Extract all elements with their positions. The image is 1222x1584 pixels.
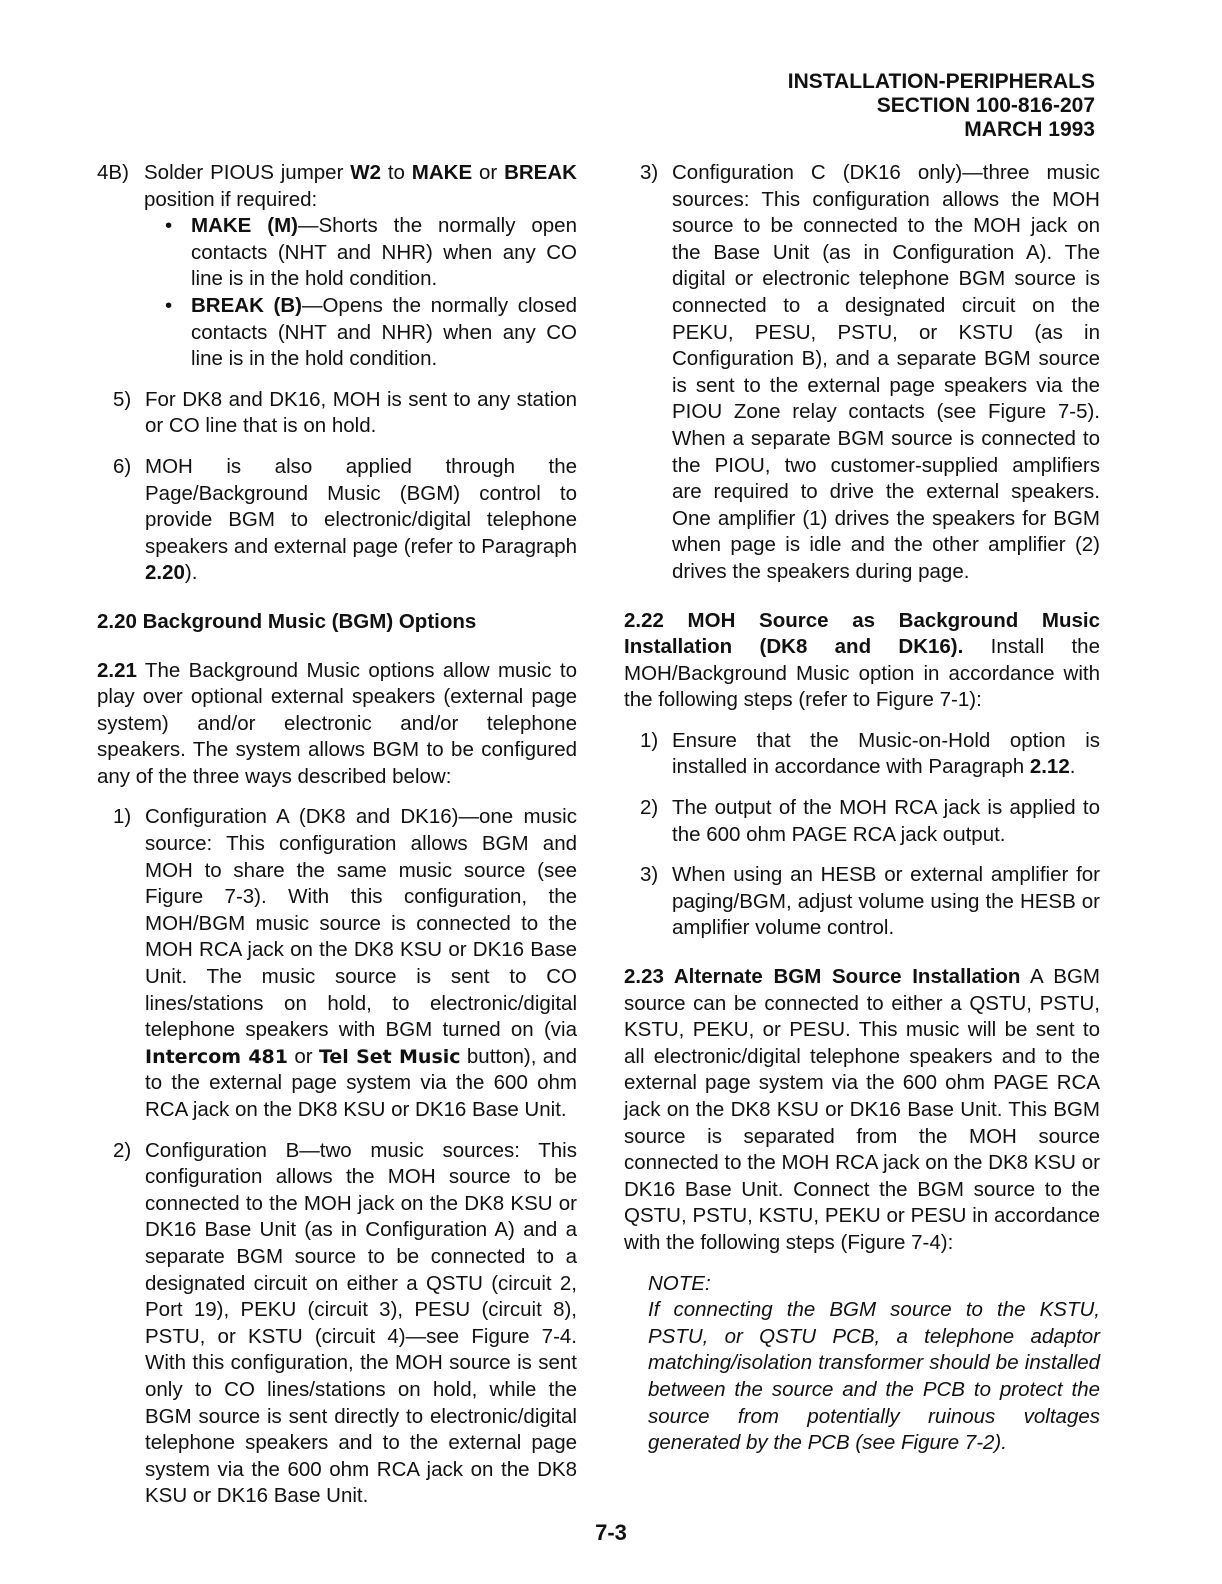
list-item-6: 6) MOH is also applied through the Page/Background Music (BGM) control to provide BGM to electronic/digital telephone speakers and external page (refer to Paragraph 2.20). — [113, 454, 577, 585]
paragraph-2-21: 2.21 The Background Music options allow music to play over optional external speakers (external page system) and/or electronic and/or telephone speakers. The system allows BGM to be configured any of the three ways described below: — [97, 658, 577, 788]
left-column — [97, 160, 577, 1510]
header-date: MARCH 1993 — [964, 118, 1095, 141]
bullet-break: • BREAK (B)—Opens the normally closed contacts (NHT and NHR) when any CO line is in the hold condition. — [97, 293, 577, 373]
header-title: INSTALLATION-PERIPHERALS — [787, 70, 1095, 93]
list-item-4b — [97, 160, 577, 213]
list-item-5: 5) For DK8 and DK16, MOH is sent to any station or CO line that is on hold. — [113, 387, 577, 438]
page-header — [788, 70, 1095, 142]
step-2: 2) The output of the MOH RCA jack is applied to the 600 ohm PAGE RCA jack output. — [640, 796, 1100, 846]
bullet-make: • MAKE (M)—Shorts the normally open contacts (NHT and NHR) when any CO line is in the hold condition. — [97, 213, 577, 293]
header-section: SECTION 100-816-207 — [876, 94, 1095, 117]
right-column — [624, 160, 1100, 1457]
config-b-item: 2) Configuration B—two music sources: This configuration allows the MOH source to be connected to the MOH jack on the DK8 KSU or DK16 Base Unit (as in Configuration A) and a separate BGM source to be connected to a designated circuit on either a QSTU (circuit 2, Port 19), PEKU (circuit 3), PESU (circuit 8), PSTU, or KSTU (circuit 4)—see Figure 7-4. With this configuration, the MOH source is sent only to CO lines/stations on hold, while the BGM source is sent directly to electronic/digital telephone speakers and to the external page system via the 600 ohm RCA jack on the DK8 KSU or DK16 Base Unit. — [113, 1138, 577, 1508]
item-number: 4B) — [97, 161, 129, 184]
note-text: If connecting the BGM source to the KSTU, PSTU, or QSTU PCB, a telephone adaptor matching/isolation transformer should be installed between the source and the PCB to protect the source from potentially ruinous voltages generated by the PCB (see Figure 7-2). — [648, 1298, 1100, 1455]
page-number: 7-3 — [595, 1520, 627, 1545]
section-heading: 2.20 Background Music (BGM) Options — [97, 609, 477, 633]
config-c-item: 3) Configuration C (DK16 only)—three music sources: This configuration allows the MOH source to be connected to the MOH jack on the Base Unit (as in Configuration A). The digital or electronic telephone BGM source is connected to a designated circuit on the PEKU, PESU, PSTU, or KSTU (as in Configuration B), and a separate BGM source is sent to the external page speakers via the PIOU Zone relay contacts (see Figure 7-5). When a separate BGM source is connected to the PIOU, two customer-supplied amplifiers are required to drive the external speakers. One amplifier (1) drives the speakers for BGM when page is idle and the other amplifier (2) drives the speakers during page. — [640, 161, 1100, 583]
config-a-item: 1) Configuration A (DK8 and DK16)—one music source: This configuration allows BGM and MOH to share the same music source (see Figure 7-3). With this configuration, the MOH/BGM music source is connected to the MOH RCA jack on the DK8 KSU or DK16 Base Unit. The music source is sent to CO lines/stations on hold, to electronic/digital telephone speakers with BGM turned on (via Intercom 481 or Tel Set Music button), and to the external page system via the 600 ohm RCA jack on the DK8 KSU or DK16 Base Unit. — [113, 805, 577, 1121]
note-label: NOTE: — [648, 1271, 711, 1295]
bullet-dot-icon: • — [165, 293, 173, 317]
paragraph-2-23: 2.23 Alternate BGM Source Installation A BGM source can be connected to either a QSTU, PSTU, KSTU, PEKU, or PESU. This music will be sent to all electronic/digital telephone speakers and to the external page system via the 600 ohm PAGE RCA jack on the DK8 KSU or DK16 Base Unit. This BGM source is separated from the MOH source connected to the MOH RCA jack on the DK8 KSU or DK16 Base Unit. Connect the BGM source to the QSTU, PSTU, KSTU, PEKU or PESU in accordance with the following steps (Figure 7-4): — [624, 965, 1100, 1254]
step-1: 1) Ensure that the Music-on-Hold option is installed in accordance with Paragraph 2.12. — [640, 728, 1100, 779]
item-text: Solder PIOUS jumper W2 to MAKE or BREAK position if required: — [144, 161, 577, 211]
step-3: 3) When using an HESB or external amplifier for paging/BGM, adjust volume using the HESB or amplifier volume control. — [640, 863, 1100, 940]
note-block — [624, 1271, 1100, 1457]
bullet-dot-icon: • — [165, 214, 173, 238]
paragraph-2-22: 2.22 MOH Source as Background Music Installation (DK8 and DK16). Install the MOH/Background Music option in accordance with the following steps (refer to Figure 7-1): — [624, 608, 1100, 712]
